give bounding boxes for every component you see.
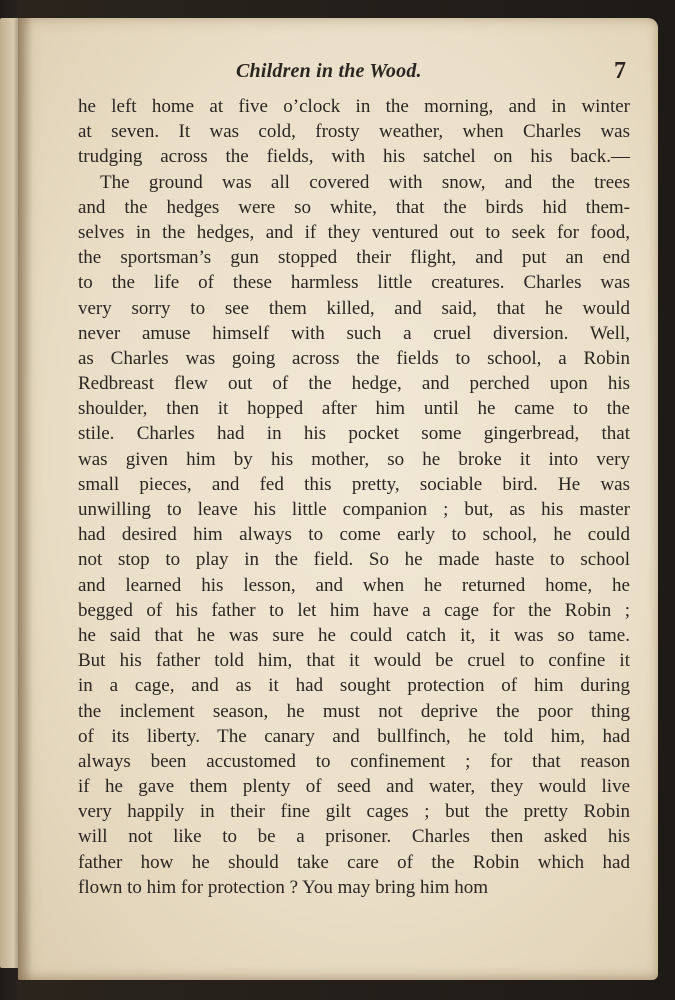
text-line: small pieces, and fed this pretty, sociable bird. He was [78, 473, 630, 495]
text-line: Redbreast flew out of the hedge, and perched upon his [78, 373, 630, 395]
text-line: very sorry to see them killed, and said, that he would [78, 297, 630, 319]
text-line: the inclement season, he must not deprive the poor thing [78, 700, 630, 722]
text-line: not stop to play in the field. So he made haste to school [78, 549, 630, 571]
text-line: begged of his father to let him have a cage for the Robin ; [78, 599, 630, 621]
text-line: father how he should take care of the Robin which had [78, 851, 630, 873]
text-line: trudging across the fields, with his satchel on his back.— [78, 146, 630, 168]
text-line: he said that he was sure he could catch it, it was so tame. [78, 624, 630, 646]
text-line: as Charles was going across the fields to school, a Robin [78, 347, 630, 369]
text-line: in a cage, and as it had sought protection of him during [78, 675, 630, 697]
text-line: very happily in their fine gilt cages ; but the pretty Robin [78, 801, 630, 823]
text-line: The ground was all covered with snow, and the trees [100, 171, 630, 193]
text-line: But his father told him, that it would be cruel to confine it [78, 650, 630, 672]
text-line: to the life of these harmless little creatures. Charles was [78, 272, 630, 294]
text-line: stile. Charles had in his pocket some gingerbread, that [78, 423, 630, 445]
text-line: always been accustomed to confinement ; for that reason [78, 750, 630, 772]
text-line: was given him by his mother, so he broke it into very [78, 448, 630, 470]
text-line: had desired him always to come early to school, he could [78, 524, 630, 546]
text-line: unwilling to leave his little companion ; but, as his master [78, 499, 630, 520]
text-line: will not like to be a prisoner. Charles then asked his [78, 826, 630, 848]
spine-shadow [18, 18, 32, 980]
book-page [18, 18, 658, 980]
text-line: flown to him for protection ? You may bring him hom [78, 876, 489, 898]
text-line: and learned his lesson, and when he returned home, he [78, 574, 630, 596]
page-header [78, 60, 626, 90]
text-line: selves in the hedges, and if they ventured out to seek for food, [78, 221, 630, 243]
text-line: he left home at five o’clock in the morning, and in winter [78, 96, 630, 117]
running-title: Children in the Wood. [236, 60, 422, 82]
text-line: at seven. It was cold, frosty weather, when Charles was [78, 121, 630, 143]
text-line: the sportsman’s gun stopped their flight, and put an end [78, 247, 630, 269]
body-text [78, 94, 630, 900]
page-number: 7 [614, 58, 626, 84]
text-line: and the hedges were so white, that the birds hid them- [78, 196, 630, 218]
text-line: shoulder, then it hopped after him until he came to the [78, 398, 630, 420]
text-line: if he gave them plenty of seed and water, they would live [78, 776, 630, 798]
text-line: never amuse himself with such a cruel diversion. Well, [78, 322, 630, 344]
text-line: of its liberty. The canary and bullfinch, he told him, had [78, 725, 630, 747]
